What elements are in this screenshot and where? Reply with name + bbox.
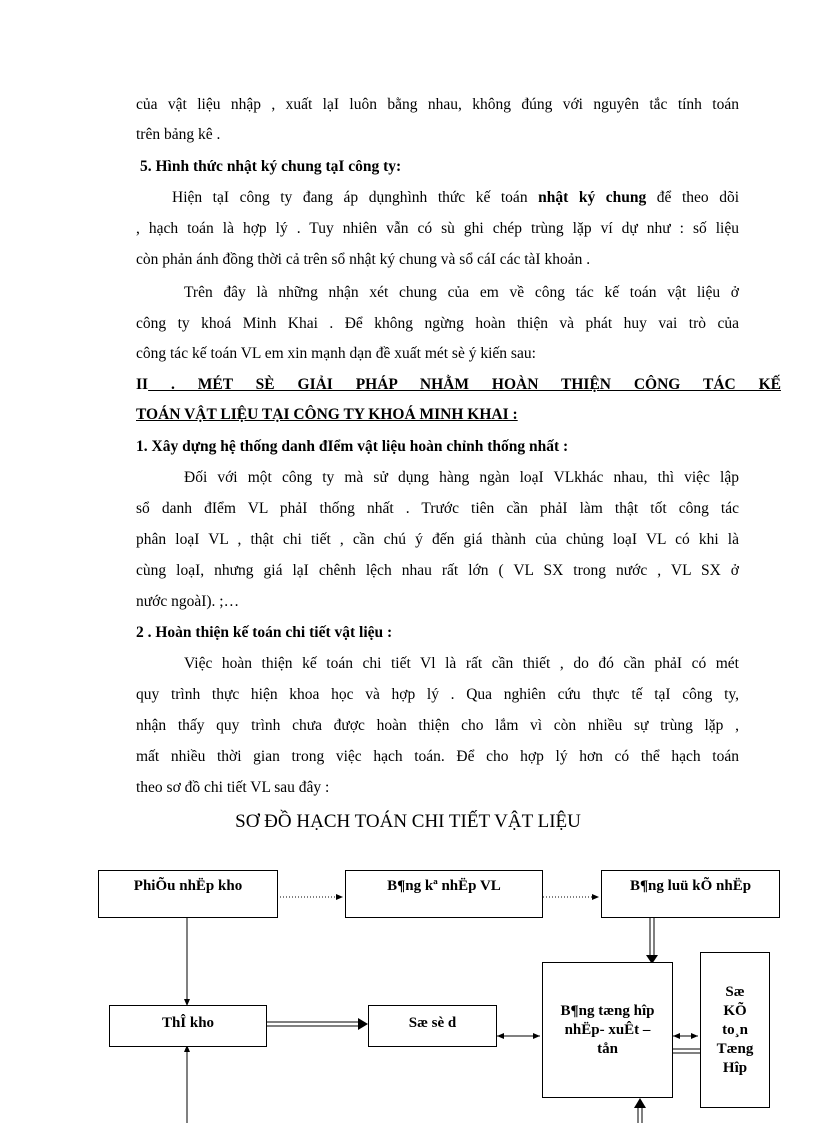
body-line: , hạch toán là hợp lý . Tuy nhiên vẫn có sù ghi chép trùng lặp ví dự như : số liệu bbox=[136, 220, 739, 237]
box-bang-ke-nhap: B¶ng kª nhËp VL bbox=[345, 870, 543, 918]
heading-2: 2 . Hoàn thiện kế toán chi tiết vật liệu : bbox=[136, 624, 393, 641]
box-so-so-du: Sæ sè d bbox=[368, 1005, 497, 1047]
body-line: Trên đây là những nhận xét chung của em về công tác kế toán vật liệu ở bbox=[184, 284, 739, 301]
body-line: còn phản ánh đồng thời cả trên sổ nhật ký chung và sổ cáI các tàI khoản . bbox=[136, 251, 591, 268]
body-line: sổ danh đIểm VL phảI thống nhất . Trước tiên cần phảI làm thật tốt công tác bbox=[136, 500, 739, 517]
text: Hiện tạI công ty đang áp dụnghình thức kế toán bbox=[172, 189, 539, 206]
diagram-title: SƠ ĐỒ HẠCH TOÁN CHI TIẾT VẬT LIỆU bbox=[235, 811, 581, 832]
body-line: quy trình thực hiện khoa học và hợp lý . Qua nghiên cứu thực tế tạI công ty, bbox=[136, 686, 739, 703]
body-line: nhận thấy quy trình chưa được hoàn thiện cho lắm vì còn nhiều sự trùng lặp , bbox=[136, 717, 739, 734]
body-line: Việc hoàn thiện kế toán chi tiết Vl là rất cần thiết , do đó cần phảI có mét bbox=[184, 655, 739, 672]
section-number: II bbox=[136, 376, 149, 393]
section-title-a: . MÉT SÈ GIẢI PHÁP NHẰM HOÀN THIỆN CÔNG TÁC KẾ bbox=[148, 376, 781, 393]
body-line: công tác kế toán VL em xin mạnh dạn đề xuất mét sè ý kiến sau: bbox=[136, 345, 536, 362]
body-line: công ty khoá Minh Khai . Để không ngừng hoàn thiện và phát huy vai trò của bbox=[136, 315, 739, 332]
box-bang-luu-ke-nhap: B¶ng luü kÕ nhËp bbox=[601, 870, 780, 918]
body-line: phân loạI VL , thật chi tiết , cần chú ý đến giá thành của chủng loạI VL có khi là bbox=[136, 531, 739, 548]
arrow-thekho-sosodu bbox=[358, 1018, 368, 1030]
heading-1: 1. Xây dựng hệ thống danh đIểm vật liệu hoàn chỉnh thống nhất : bbox=[136, 438, 569, 455]
section-2-title-cont: TOÁN VẬT LIỆU TẠI CÔNG TY KHOÁ MINH KHAI : bbox=[136, 406, 518, 423]
box-phieu-nhap-kho: PhiÕu nhËp kho bbox=[98, 870, 278, 918]
arrow-bottom-tonghop bbox=[634, 1098, 646, 1108]
body-line: của vật liệu nhập , xuất lạI luôn bằng nhau, không đúng với nguyên tắc tính toán bbox=[136, 96, 739, 113]
body-line: theo sơ đồ chi tiết VL sau đây : bbox=[136, 779, 330, 796]
bold-text: nhật ký chung bbox=[538, 189, 647, 206]
text: để theo dõi bbox=[646, 189, 740, 206]
body-line: mất nhiều thời gian trong việc hạch toán. Để cho hợp lý hơn có thể hạch toán bbox=[136, 748, 739, 765]
box-so-ke-toan-tong-hop: Sæ KÕ to¸n Tæng Hîp bbox=[700, 952, 770, 1108]
body-line: Đối với một công ty mà sử dụng hàng ngàn loạI VLkhác nhau, thì việc lập bbox=[184, 469, 739, 486]
body-line: nước ngoàI). ;… bbox=[136, 593, 240, 610]
heading-5: 5. Hình thức nhật ký chung tạI công ty: bbox=[140, 158, 402, 175]
box-the-kho: ThÎ kho bbox=[109, 1005, 267, 1047]
body-line: trên bảng kê . bbox=[136, 126, 221, 143]
box-bang-tong-hop: B¶ng tæng hîp nhËp- xuÊt – tån bbox=[542, 962, 673, 1098]
body-line: cùng loạI, nhưng giá lạI chênh lệch nhau rất lớn ( VL SX trong nước , VL SX ở bbox=[136, 562, 739, 579]
